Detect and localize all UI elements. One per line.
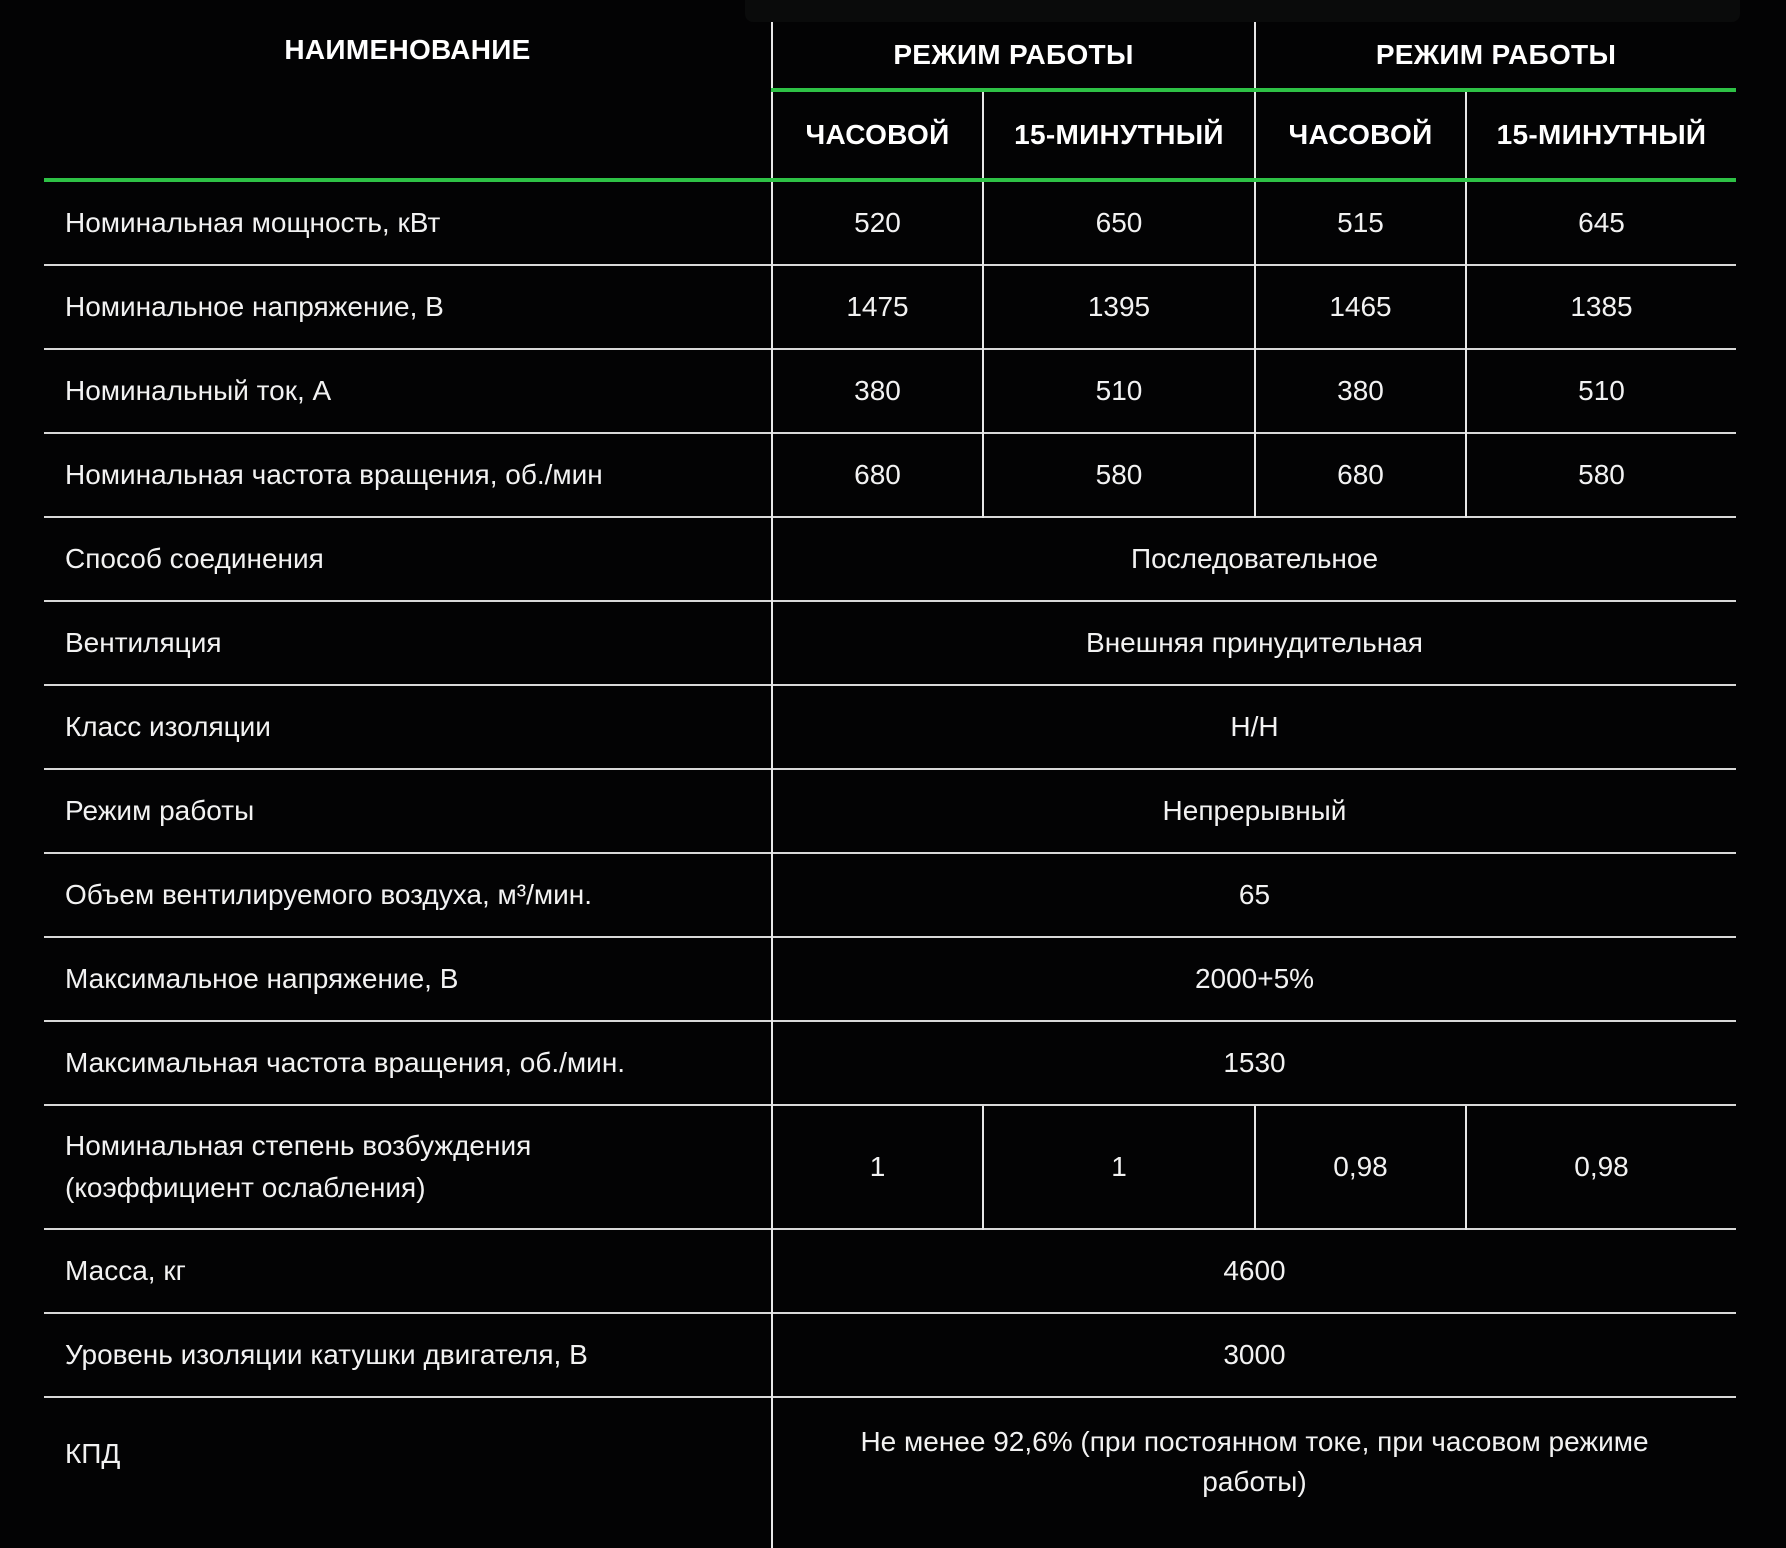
cell-value-merged: Непрерывный [772, 769, 1736, 853]
row-label: Режим работы [44, 769, 772, 853]
cell-value-merged: H/H [772, 685, 1736, 769]
cell-value-merged: 3000 [772, 1313, 1736, 1397]
column-header-hourly-1: ЧАСОВОЙ [772, 90, 983, 180]
cell-value-merged [772, 1397, 1736, 1548]
table-row [44, 517, 1736, 601]
cell-value: 520 [772, 180, 983, 265]
row-label-line-2: (коэффициент ослабления) [65, 1172, 426, 1203]
cell-value: 1385 [1466, 265, 1736, 349]
table-row [44, 1229, 1736, 1313]
cell-value-merged: 65 [772, 853, 1736, 937]
row-label: Уровень изоляции катушки двигателя, В [44, 1313, 772, 1397]
cell-value: 1 [983, 1105, 1255, 1229]
row-label: Максимальное напряжение, В [44, 937, 772, 1021]
cell-value: 1465 [1255, 265, 1466, 349]
cell-value-merged: 4600 [772, 1229, 1736, 1313]
cell-value: 510 [1466, 349, 1736, 433]
table-row [44, 853, 1736, 937]
row-label: Способ соединения [44, 517, 772, 601]
cell-value-merged: 2000+5% [772, 937, 1736, 1021]
row-label: Номинальный ток, А [44, 349, 772, 433]
cell-value: 645 [1466, 180, 1736, 265]
row-label [44, 1105, 772, 1229]
cell-value-line-2: работы) [1202, 1466, 1307, 1497]
column-header-name: НАИМЕНОВАНИЕ [284, 34, 531, 65]
cell-value-merged: Внешняя принудительная [772, 601, 1736, 685]
cell-value: 0,98 [1255, 1105, 1466, 1229]
row-label: Номинальное напряжение, В [44, 265, 772, 349]
table-body [44, 180, 1736, 1548]
cell-value: 1475 [772, 265, 983, 349]
cell-value: 515 [1255, 180, 1466, 265]
table-row [44, 601, 1736, 685]
cell-value: 0,98 [1466, 1105, 1736, 1229]
table-row [44, 349, 1736, 433]
table-row [44, 769, 1736, 853]
cell-value: 680 [1255, 433, 1466, 517]
cell-value: 1395 [983, 265, 1255, 349]
cell-value: 680 [772, 433, 983, 517]
cell-value-merged: 1530 [772, 1021, 1736, 1105]
table-row [44, 433, 1736, 517]
row-label: Объем вентилируемого воздуха, м³/мин. [44, 853, 772, 937]
cell-value-merged: Последовательное [772, 517, 1736, 601]
top-background-band [745, 0, 1740, 22]
specifications-table [44, 22, 1736, 1548]
cell-value: 650 [983, 180, 1255, 265]
header-row-groups [44, 22, 1736, 90]
row-label: Номинальная частота вращения, об./мин [44, 433, 772, 517]
row-label: Максимальная частота вращения, об./мин. [44, 1021, 772, 1105]
row-label: Номинальная мощность, кВт [44, 180, 772, 265]
column-group-header-1: РЕЖИМ РАБОТЫ [772, 22, 1255, 90]
cell-value: 380 [1255, 349, 1466, 433]
table-row [44, 1397, 1736, 1548]
column-header-hourly-2: ЧАСОВОЙ [1255, 90, 1466, 180]
column-header-15min-1: 15-МИНУТНЫЙ [983, 90, 1255, 180]
cell-value: 1 [772, 1105, 983, 1229]
table-row [44, 937, 1736, 1021]
cell-value-line-1: Не менее 92,6% (при постоянном токе, при часовом режиме [860, 1426, 1649, 1457]
cell-value: 580 [983, 433, 1255, 517]
column-group-header-2: РЕЖИМ РАБОТЫ [1255, 22, 1736, 90]
cell-value: 510 [983, 349, 1255, 433]
table-header [44, 22, 1736, 180]
table-row [44, 180, 1736, 265]
table-row [44, 265, 1736, 349]
cell-value: 380 [772, 349, 983, 433]
table-row [44, 685, 1736, 769]
row-label: КПД [44, 1397, 772, 1548]
table-row [44, 1105, 1736, 1229]
cell-value: 580 [1466, 433, 1736, 517]
column-header-15min-2: 15-МИНУТНЫЙ [1466, 90, 1736, 180]
table-row [44, 1021, 1736, 1105]
row-label: Класс изоляции [44, 685, 772, 769]
row-label: Вентиляция [44, 601, 772, 685]
row-label-line-1: Номинальная степень возбуждения [65, 1130, 532, 1161]
table-row [44, 1313, 1736, 1397]
row-label: Масса, кг [44, 1229, 772, 1313]
